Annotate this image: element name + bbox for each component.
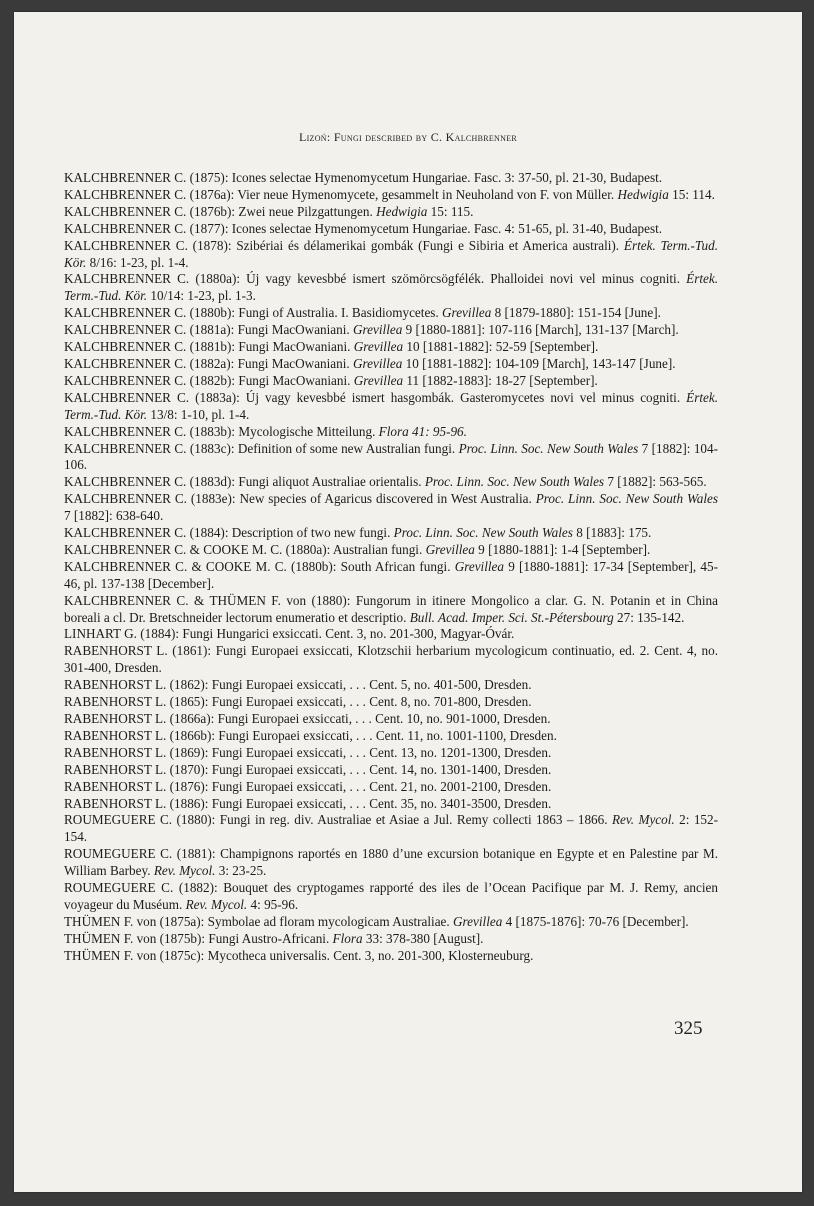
reference-volume: 10 [1881-1882]: 104-109 [March], 143-147 [June]. [402,355,676,371]
reference-author: THÜMEN F. von (1875c): [64,947,208,963]
reference-volume: 7 [1882]: 563-565. [604,474,707,490]
reference-volume: 27: 135-142. [613,609,685,625]
reference-entry [64,373,718,390]
reference-volume: 15: 114. [668,186,715,202]
reference-entry [64,677,718,694]
reference-author: KALCHBRENNER C. (1880a): [64,271,247,287]
reference-author: RABENHORST L. (1862): [64,677,212,693]
reference-text: Fungi Europaei exsiccati, . . . Cent. 10, no. 901-1000, Dresden. [217,711,551,726]
reference-entry [64,711,718,728]
reference-entry [64,491,718,525]
reference-volume: 9 [1880-1881]: 107-116 [March], 131-137 [March]. [402,322,679,338]
reference-entry [64,474,718,491]
reference-entry [64,424,718,441]
reference-text: Új vagy kevesbbé ismert hasgombák. Gasteromycetes novi vel minus cogniti. [245,389,687,405]
reference-entry [64,305,718,322]
reference-text: Fungi MacOwaniani. [238,339,354,355]
reference-text: Definition of some new Australian fungi. [237,440,459,456]
reference-author: KALCHBRENNER C. (1880b): [64,305,239,321]
reference-journal: Rev. Mycol. [153,863,216,879]
reference-journal: Proc. Linn. Soc. New South Wales [535,491,718,507]
reference-journal: Grevillea [353,339,404,355]
reference-journal: Proc. Linn. Soc. New South Wales [424,474,605,490]
reference-text: Mycologische Mitteilung. [238,423,379,439]
reference-volume: 8/16: 1-23, pl. 1-4. [86,254,189,270]
reference-text: Zwei neue Pilzgattungen. [238,203,377,219]
reference-journal: Grevillea [454,558,504,574]
reference-author: RABENHORST L. (1870): [64,761,212,777]
reference-author: RABENHORST L. (1866b): [64,727,219,743]
reference-entry [64,931,718,948]
reference-author: KALCHBRENNER C. & THÜMEN F. von (1880): [64,592,356,608]
reference-author: KALCHBRENNER C. (1878): [64,237,237,253]
reference-text: Vier neue Hymenomycete, gesammelt in Neuholand von F. von Müller. [237,186,618,202]
reference-journal: Rev. Mycol. [611,812,675,828]
reference-author: KALCHBRENNER C. (1883b): [64,423,239,439]
reference-journal: Flora 41: 95-96. [378,423,467,439]
reference-entry [64,525,718,542]
reference-author: KALCHBRENNER C. (1883c): [64,440,238,456]
reference-volume: 4 [1875-1876]: 70-76 [December]. [502,913,689,929]
reference-volume: 33: 378-380 [August]. [362,930,484,946]
reference-text: Fungi of Australia. I. Basidiomycetes. [238,305,443,321]
reference-volume: 8 [1883]: 175. [572,525,652,541]
reference-entry [64,626,718,643]
reference-journal: Grevillea [453,913,503,929]
reference-entry [64,914,718,931]
reference-journal: Értek. Term.-Tud. Kör. [64,237,718,270]
reference-entry [64,390,718,424]
reference-journal: Flora [332,930,363,946]
reference-volume: 10/14: 1-23, pl. 1-3. [147,288,256,304]
reference-author: KALCHBRENNER C. (1883e): [64,491,240,507]
reference-text: Szibériai és délamerikai gombák (Fungi e Sibiria et America australi). [236,237,624,253]
reference-entry [64,271,718,305]
reference-journal: Hedwigia [617,186,669,202]
reference-entry [64,559,718,593]
reference-text: Fungi Europaei exsiccati, . . . Cent. 11, no. 1001-1100, Dresden. [218,727,557,743]
reference-journal: Proc. Linn. Soc. New South Wales [393,525,573,541]
reference-volume: 3: 23-25. [215,863,267,879]
reference-volume: 9 [1880-1881]: 1-4 [September]. [474,541,651,557]
reference-text: Fungi Europaei exsiccati, . . . Cent. 5, no. 401-500, Dresden. [211,677,532,693]
reference-entry [64,745,718,762]
reference-author: KALCHBRENNER C. (1876b): [64,203,239,219]
reference-journal: Bull. Acad. Imper. Sci. St.-Pétersbourg [409,609,614,625]
reference-text: Fungi Europaei exsiccati, . . . Cent. 14, no. 1301-1400, Dresden. [211,761,552,777]
reference-author: KALCHBRENNER C. (1884): [64,525,232,541]
reference-volume: 15: 115. [427,203,474,219]
reference-entry [64,880,718,914]
reference-entry [64,542,718,559]
reference-author: THÜMEN F. von (1875b): [64,930,209,946]
reference-volume: 8 [1879-1880]: 151-154 [June]. [491,305,661,321]
reference-author: RABENHORST L. (1886): [64,795,212,811]
reference-journal: Proc. Linn. Soc. New South Wales [458,440,639,456]
reference-entry [64,322,718,339]
reference-author: KALCHBRENNER C. (1883d): [64,474,239,490]
reference-entry [64,238,718,272]
running-header [14,130,802,145]
reference-text: Fungorum in itinere Mongolico a clar. G. N. Potanin et in China boreali a cl. Dr. Bretschneider lectorum enumeratio et descriptio. [64,592,718,625]
reference-entry [64,204,718,221]
reference-author: KALCHBRENNER C. (1883a): [64,389,246,405]
reference-entry [64,221,718,238]
reference-text: Fungi MacOwaniani. [237,355,354,371]
reference-author: KALCHBRENNER C. & COOKE M. C. (1880a): [64,541,333,557]
reference-journal: Hedwigia [376,203,428,219]
reference-journal: Értek. Term.-Tud. Kör. [64,389,718,422]
reference-text: Fungi aliquot Australiae orientalis. [238,474,425,490]
reference-text: Description of two new fungi. [231,525,394,541]
reference-text: Fungi MacOwaniani. [237,322,354,338]
reference-author: LINHART G. (1884): [64,626,183,642]
reference-entry [64,796,718,813]
reference-volume: 7 [1882]: 104-106. [64,440,719,473]
reference-author: RABENHORST L. (1869): [64,744,212,760]
reference-author: KALCHBRENNER C. (1882b): [64,372,239,388]
reference-author: KALCHBRENNER C. (1875): [64,170,232,185]
reference-journal: Értek. Term.-Tud. Kör. [64,271,718,304]
reference-author: ROUMEGUERE C. (1880): [64,812,220,828]
reference-entry [64,948,718,965]
reference-text: Mycotheca universalis. Cent. 3, no. 201-300, Klosterneuburg. [207,947,534,963]
reference-journal: Grevillea [442,305,492,321]
reference-journal: Grevillea [353,322,403,338]
reference-author: KALCHBRENNER C. (1882a): [64,355,238,371]
reference-volume: 4: 95-96. [247,896,299,912]
reference-entry [64,779,718,796]
reference-author: THÜMEN F. von (1875a): [64,913,208,929]
reference-entry [64,728,718,745]
reference-text: Fungi MacOwaniani. [238,372,354,388]
reference-text: Fungi Europaei exsiccati, . . . Cent. 8, no. 701-800, Dresden. [211,694,532,710]
reference-entry [64,846,718,880]
reference-volume: 2: 152-154. [64,812,719,845]
reference-text: Champignons raportés en 1880 d’une excursion botanique en Egypte et en Palestine par M. William Barbey. [64,846,718,879]
book-page [14,12,802,1192]
reference-text: Fungi Europaei exsiccati, . . . Cent. 21, no. 2001-2100, Dresden. [211,778,552,794]
reference-entry [64,762,718,779]
reference-author: KALCHBRENNER C. (1881b): [64,339,239,355]
reference-text: Icones selectae Hymenomycetum Hungariae. Fasc. 3: 37-50, pl. 21-30, Budapest. [231,170,663,185]
reference-text: Fungi in reg. div. Australiae et Asiae a Jul. Remy collecti 1863 – 1866. [219,812,612,828]
page-number: 325 [674,1018,703,1039]
running-title: Lızoń: Fungi described by C. Kalchbrenner [298,130,518,144]
reference-entry [64,593,718,627]
reference-volume: 10 [1881-1882]: 52-59 [September]. [403,339,599,355]
reference-journal: Rev. Mycol. [185,896,248,912]
reference-text: Symbolae ad floram mycologicam Australiae. [207,913,454,929]
reference-entry [64,812,718,846]
reference-entry [64,694,718,711]
reference-journal: Grevillea [425,541,475,557]
reference-journal: Grevillea [353,355,403,371]
reference-volume: 9 [1880-1881]: 17-34 [September], 45-46, pl. 137-138 [December]. [64,558,718,591]
reference-author: ROUMEGUERE C. (1881): [64,846,221,862]
reference-author: RABENHORST L. (1861): [64,643,216,659]
reference-text: Fungi Europaei exsiccati, Klotzschii herbarium mycologicum continuatio, ed. 2. Cent. 4, no. 301-400, Dresden. [64,643,718,676]
reference-volume: 7 [1882]: 638-640. [64,508,164,524]
reference-text: Bouquet des cryptogames rapporté des iles de l’Ocean Pacifique par M. J. Remy, ancien voyageur du Muséum. [64,880,718,912]
reference-entry [64,643,718,677]
reference-text: South African fungi. [340,558,455,574]
reference-entry [64,170,718,187]
reference-text: Australian fungi. [332,541,426,557]
reference-author: ROUMEGUERE C. (1882): [64,880,224,896]
reference-author: KALCHBRENNER C. (1877): [64,220,232,236]
reference-volume: 13/8: 1-10, pl. 1-4. [147,406,250,422]
reference-text: Fungi Europaei exsiccati, . . . Cent. 35, no. 3401-3500, Dresden. [211,795,552,811]
reference-entry [64,187,718,204]
reference-volume: 11 [1882-1883]: 18-27 [September]. [403,372,598,388]
reference-text: Fungi Hungarici exsiccati. Cent. 3, no. 201-300, Magyar-Óvár. [182,626,515,642]
reference-author: KALCHBRENNER C. & COOKE M. C. (1880b): [64,558,341,574]
reference-entry [64,441,718,475]
reference-text: Icones selectae Hymenomycetum Hungariae. Fasc. 4: 51-65, pl. 31-40, Budapest. [231,220,663,236]
reference-text: Fungi Europaei exsiccati, . . . Cent. 13, no. 1201-1300, Dresden. [211,744,552,760]
reference-entry [64,339,718,356]
reference-text: New species of Agaricus discovered in West Australia. [239,491,536,507]
reference-journal: Grevillea [353,372,404,388]
reference-entry [64,356,718,373]
reference-text: Új vagy kevesbbé ismert szömörcsögfélék. Phalloidei novi vel minus cogniti. [246,271,687,287]
reference-text: Fungi Austro-Africani. [208,930,333,946]
reference-author: KALCHBRENNER C. (1876a): [64,186,238,202]
reference-author: RABENHORST L. (1866a): [64,711,218,726]
reference-list [64,170,718,965]
reference-author: RABENHORST L. (1865): [64,694,212,710]
reference-author: RABENHORST L. (1876): [64,778,212,794]
reference-author: KALCHBRENNER C. (1881a): [64,322,238,338]
